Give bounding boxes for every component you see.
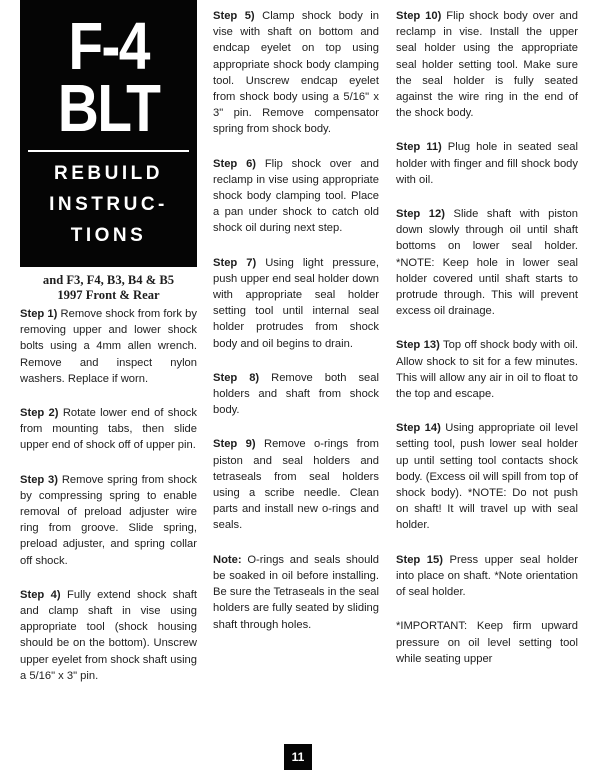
column-2	[213, 8, 379, 651]
step-label: Step 7)	[213, 256, 257, 269]
banner-title-line2: BLT	[57, 71, 160, 146]
step-paragraph	[396, 552, 578, 601]
banner-word2: INSTRUC-	[49, 194, 168, 215]
step-text: Plug hole in seated seal holder with finger and fill shock body with oil.	[396, 141, 579, 186]
banner-divider	[28, 150, 189, 152]
step-paragraph	[213, 156, 379, 237]
step-paragraph	[20, 405, 197, 454]
step-text: Top off shock body with oil. Allow shock to sit for a few minutes. This will allow any air in oil to float to the top and escape.	[396, 339, 578, 401]
column-3-steps	[396, 8, 578, 667]
subtitle-line1: and F3, F4, B3, B4 & B5	[42, 273, 175, 287]
banner-title-line1: F-4	[68, 9, 149, 84]
column-2-steps	[213, 8, 379, 633]
step-text: Using appropriate oil level setting tool, push lower seal holder up until setting tool contacts shock body. (Excess oil will spill from top of shock body). *NOTE: Do not push on shaft! It will travel up with seal holder.	[396, 422, 578, 532]
step-label: Step 4)	[20, 588, 61, 601]
column-3	[396, 8, 578, 685]
step-label: Step 12)	[396, 208, 445, 221]
step-paragraph	[396, 618, 578, 667]
step-paragraph	[396, 420, 578, 533]
step-text: Press upper seal holder into place on shaft. *Note orientation of seal holder.	[396, 553, 578, 599]
step-text: Remove o-rings from piston and seal holders and tetraseals from seal holders using a scribe needle. Clean parts and install new o-rings and seals.	[213, 438, 379, 532]
step-label: Step 2)	[20, 407, 59, 420]
step-text: Clamp shock body in vise with shaft on bottom and endcap eyelet on top using appropriate shock body clamping tool. Unscrew endcap eyelet from shock body using a 5/16" x 3" pin. Remove compensator spring from shock body.	[213, 10, 379, 136]
step-label: Step 14)	[396, 422, 441, 435]
step-paragraph	[213, 436, 379, 533]
step-label: Step 9)	[213, 438, 256, 451]
step-paragraph	[20, 587, 197, 684]
step-label: Step 6)	[213, 157, 257, 170]
step-text: Fully extend shock shaft and clamp shaft in vise using appropriate tool (shock housing should be on the bottom). Unscrew upper eyelet from shock shaft using a 5/16" x 3" pin.	[20, 588, 197, 682]
banner-word1: REBUILD	[54, 163, 163, 184]
subtitle	[20, 273, 197, 303]
step-text: Using light pressure, push upper end seal holder down with appropriate seal holder setting tool until internal seal holder protrudes from shock body and oil begins to drain.	[213, 256, 379, 350]
step-label: Note:	[213, 553, 242, 566]
step-paragraph	[396, 206, 578, 319]
step-label: Step 11)	[396, 141, 442, 154]
step-text: Remove spring from shock by compressing spring to enable removal of preload adjuster wire ring from groove. Slide spring, preload adjuster, and spring collar off shock.	[20, 473, 197, 567]
step-text: *IMPORTANT: Keep firm upward pressure on oil level setting tool while seating upper	[396, 620, 578, 665]
step-label: Step 8)	[213, 371, 260, 384]
page-number: 11	[284, 744, 312, 770]
banner-word3: TIONS	[70, 225, 147, 246]
step-text: Flip shock body over and reclamp in vise. Install the upper seal holder using the appropriate seal holder setting tool. Make sure the seal holder is fully seated against the wire ring in the end of the shock body.	[396, 10, 578, 120]
column-1-steps	[20, 306, 197, 684]
step-paragraph	[20, 472, 197, 569]
step-label: Step 13)	[396, 339, 440, 352]
step-paragraph	[213, 370, 379, 419]
step-label: Step 10)	[396, 10, 442, 22]
step-label: Step 15)	[396, 553, 443, 566]
step-text: Remove both seal holders and shaft from shock body.	[213, 371, 379, 417]
step-paragraph	[213, 552, 379, 633]
step-text: Rotate lower end of shock from mounting tabs, then slide upper end of shock off of upper pin.	[20, 407, 197, 452]
column-1	[20, 0, 197, 702]
step-paragraph	[213, 255, 379, 352]
step-paragraph	[213, 8, 379, 138]
title-banner	[20, 0, 197, 267]
step-paragraph	[20, 306, 197, 387]
step-paragraph	[396, 337, 578, 402]
step-text: O-rings and seals should be soaked in oil before installing. Be sure the Tetraseals in the seal holders are fully seated by sliding shaft through holes.	[213, 553, 379, 631]
step-paragraph	[396, 8, 578, 121]
subtitle-line2: 1997 Front & Rear	[57, 288, 160, 302]
step-text: Remove shock from fork by removing upper and lower shock bolts using a 4mm allen wrench. Remove and inspect nylon washers. Replace if worn.	[20, 308, 197, 385]
step-paragraph	[396, 139, 578, 188]
step-text: Flip shock over and reclamp in vise using appropriate shock body clamping tool. Place a pan under shock to catch old shock oil during next step.	[213, 157, 379, 235]
step-label: Step 5)	[213, 10, 255, 22]
step-text: Slide shaft with piston down slowly through oil until shaft bottoms on lower seal holder. *NOTE: Keep hole in lower seal holder covered until shaft starts to protrude through. This will prevent excess oil drainage.	[396, 208, 578, 318]
step-label: Step 1)	[20, 308, 58, 320]
step-label: Step 3)	[20, 473, 59, 486]
